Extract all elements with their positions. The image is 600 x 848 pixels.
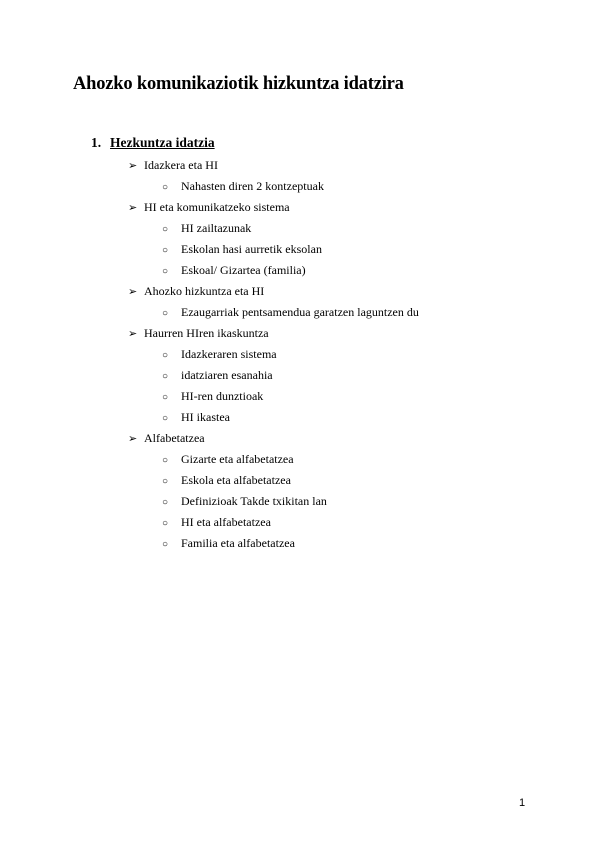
circle-bullet-icon: ○: [162, 266, 169, 277]
circle-bullet-icon: ○: [162, 224, 169, 235]
arrow-bullet-icon: ➢: [128, 202, 138, 214]
outline-subitem: [162, 389, 263, 405]
outline-subitem: [162, 494, 327, 510]
arrow-bullet-icon: ➢: [128, 328, 138, 340]
outline-item: [128, 431, 205, 446]
outline-subitem: [162, 452, 294, 468]
circle-bullet-icon: ○: [162, 455, 169, 466]
page-number: 1: [519, 797, 526, 809]
outline-subitem: [162, 536, 295, 552]
outline-subitem: [162, 263, 306, 279]
outline-subitem: [162, 179, 324, 195]
outline-subitem: [162, 410, 230, 426]
outline-subitem: [162, 473, 291, 489]
outline-subitem-label: idatziaren esanahia: [181, 368, 273, 382]
circle-bullet-icon: ○: [162, 476, 169, 487]
outline-subitem: [162, 242, 322, 258]
outline-subitem-label: HI ikastea: [181, 410, 230, 424]
section-heading: [91, 135, 215, 151]
arrow-bullet-icon: ➢: [128, 286, 138, 298]
outline-item: [128, 284, 264, 299]
outline-subitem-label: Eskoal/ Gizartea (familia): [181, 263, 306, 277]
outline-item-label: Ahozko hizkuntza eta HI: [144, 284, 265, 298]
outline-subitem: [162, 221, 251, 237]
outline-subitem-label: Definizioak Takde txikitan lan: [181, 494, 327, 508]
outline-item-label: Idazkera eta HI: [144, 158, 218, 172]
outline-item-label: Alfabetatzea: [144, 431, 205, 445]
outline-subitem: [162, 347, 277, 363]
outline-subitem-label: Eskolan hasi aurretik eksolan: [181, 242, 322, 256]
circle-bullet-icon: ○: [162, 371, 169, 382]
circle-bullet-icon: ○: [162, 539, 169, 550]
circle-bullet-icon: ○: [162, 308, 169, 319]
circle-bullet-icon: ○: [162, 350, 169, 361]
circle-bullet-icon: ○: [162, 497, 169, 508]
section-label: Hezkuntza idatzia: [110, 135, 215, 150]
outline-subitem-label: Nahasten diren 2 kontzeptuak: [181, 179, 324, 193]
arrow-bullet-icon: ➢: [128, 160, 138, 172]
section-number: 1.: [91, 135, 102, 150]
outline-subitem-label: Familia eta alfabetatzea: [181, 536, 295, 550]
outline-subitem-label: HI eta alfabetatzea: [181, 515, 271, 529]
circle-bullet-icon: ○: [162, 518, 169, 529]
outline-item: [128, 326, 269, 341]
outline-subitem-label: Ezaugarriak pentsamendua garatzen laguntzen du: [181, 305, 419, 319]
circle-bullet-icon: ○: [162, 392, 169, 403]
circle-bullet-icon: ○: [162, 413, 169, 424]
outline-item-label: Haurren HIren ikaskuntza: [144, 326, 269, 340]
document-title: Ahozko komunikaziotik hizkuntza idatzira: [73, 74, 404, 94]
outline-subitem-label: HI zailtazunak: [181, 221, 252, 235]
circle-bullet-icon: ○: [162, 182, 169, 193]
outline-subitem-label: HI-ren dunztioak: [181, 389, 264, 403]
outline-item: [128, 200, 290, 215]
arrow-bullet-icon: ➢: [128, 433, 138, 445]
outline-item: [128, 158, 218, 173]
outline-subitem-label: Eskola eta alfabetatzea: [181, 473, 291, 487]
outline-subitem: [162, 305, 419, 321]
outline-item-label: HI eta komunikatzeko sistema: [144, 200, 290, 214]
circle-bullet-icon: ○: [162, 245, 169, 256]
outline-subitem-label: Idazkeraren sistema: [181, 347, 277, 361]
outline-subitem: [162, 515, 271, 531]
outline-subitem: [162, 368, 273, 384]
outline-subitem-label: Gizarte eta alfabetatzea: [181, 452, 294, 466]
